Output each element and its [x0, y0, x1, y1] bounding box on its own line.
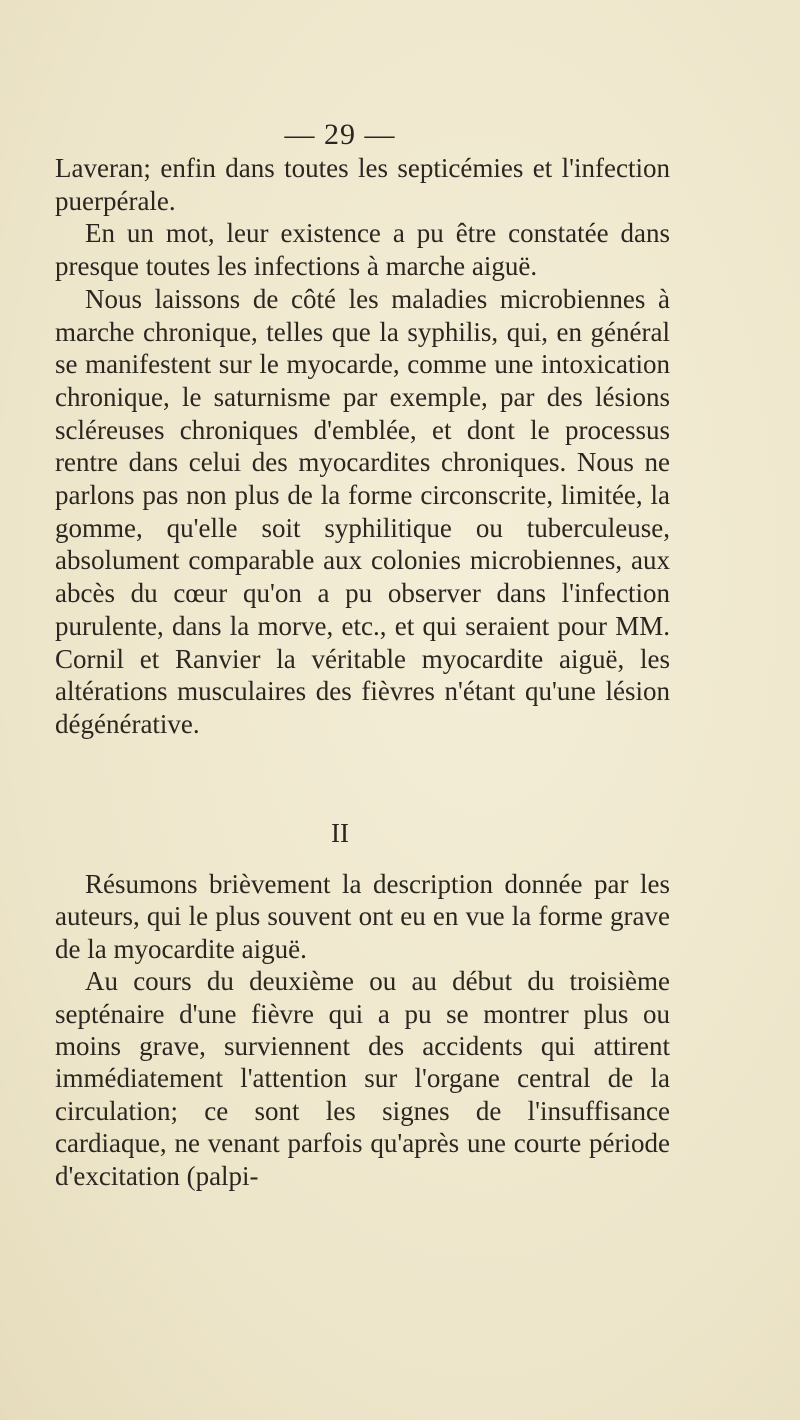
paragraph: Nous laissons de côté les maladies microbiennes à marche chronique, telles que la syphilis, qui, en général se manifestent sur le myocarde, comme une intoxication chronique, le saturnisme par exemple, par des lésions scléreuses chroniques d'emblée, et dont le processus rentre dans celui des myocardites chroniques. Nous ne parlons pas non plus de la forme circonscrite, limitée, la gomme, qu'elle soit syphilitique ou tuberculeuse, absolument comparable aux colonies microbiennes, aux abcès du cœur qu'on a pu observer dans l'infection purulente, dans la morve, etc., et qui seraient pour MM. Cornil et Ranvier la véritable myocardite aiguë, les altérations musculaires des fièvres n'étant qu'une lésion dégénérative.	[55, 283, 670, 739]
page-number: — 29 —	[284, 118, 396, 151]
text-block-top	[55, 152, 670, 741]
paragraph: En un mot, leur existence a pu être constatée dans presque toutes les infections à marche aiguë.	[55, 218, 670, 282]
section-heading: II	[331, 818, 349, 848]
paragraph: Au cours du deuxième ou au début du troisième septénaire d'une fièvre qui a pu se montrer plus ou moins grave, surviennent des accidents qui attirent immédiatement l'attention sur l'organe central de la circulation; ce sont les signes de l'insuffisance cardiaque, ne venant parfois qu'après une courte période d'excitation (palpi-	[55, 966, 670, 1191]
paragraph: Laveran; enfin dans toutes les septicémies et l'infection puerpérale.	[55, 153, 670, 216]
text-block-bottom	[55, 868, 670, 1192]
paragraph: Résumons brièvement la description donnée par les auteurs, qui le plus souvent ont eu en vue la forme grave de la myocardite aiguë.	[55, 869, 670, 964]
